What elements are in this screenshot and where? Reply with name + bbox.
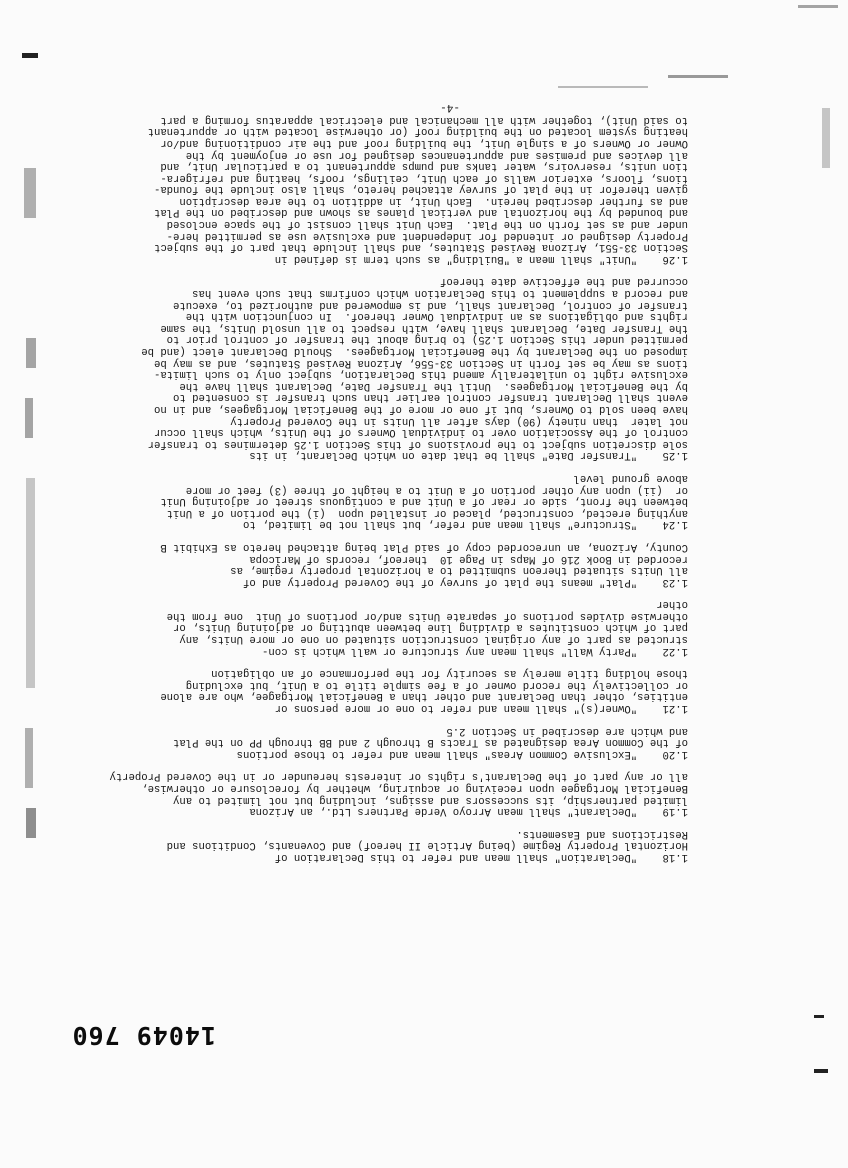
page-number: -4- xyxy=(440,101,460,113)
scan-edge-mark xyxy=(26,478,35,688)
paragraph-1-22: 1.22 "Party Wall" shall mean any structure or wall which is con- structed as part of any original construction situated on one or more Units, any part of which constitutes a dividing line between abutting or adjoining Units, or otherwise divides portions of separate Units and/or portions of Unit one from the other xyxy=(166,598,688,657)
scan-edge-mark xyxy=(25,398,33,438)
paragraph-1-23: 1.23 "Plat" means the plat of survey of the Covered Property and of all Units situated thereon submitted to a horizontal property regime, as recorded in Book 216 of Maps in Page 10 thereof, records of Maricopa County, Arizona, an unrecorded copy of said Plat being attached hereto as Exhibit B xyxy=(160,540,688,588)
paragraph-1-25: 1.25 "Transfer Date" shall be that date on which Declarant, in its sole discretion subject to the provisions of this Section 1.25 determines to transfer control of the Association over to individual Owners of the Units, which shall occur not later than ninety (90) days after all Units in the Covered Property have been sold to Owners, but if one or more of the Beneficial Mortgagees, and in no event shall Declarant transfer control earlier than such transfer is consented to by the Beneficial Mortgagees. Until the Transfer Date, Declarant shall have the exclusive right to unilaterally amend this Declaration, subject only to such limita- tions as may be set forth in Section 33-556, Arizona Revised Statutes, and as may be imposed on the Declarant by the Beneficial Mortgagees. Should Declarant elect (and be permitted under this Section 1.25) to bring about the transfer of control prior to the Transfer Date, Declarant shall have, with respect to all unsold Units, the same rights and obligations as an individual Owner thereof. In conjunction with the transfer of control, Declarant shall, and is empowered and authorized to, execute and record a supplement to this Declaration which confirms that such event has occurred and the effective date thereof xyxy=(141,275,688,462)
docket-number: 14049 760 xyxy=(71,1021,216,1050)
scan-edge-mark xyxy=(558,86,648,88)
scan-edge-mark xyxy=(798,5,838,8)
scan-edge-mark xyxy=(25,728,33,788)
paragraph-1-26: 1.26 "Unit" shall mean a "Building" as such term is defined in Section 33-551, Arizona Revised Statutes, and shall include that part of the subject Property designed or intended for independent and exclusive use as permitted here- under and as set forth on the Plat. Each Unit shall consist of the space enclosed and bounded by the horizontal and vertical planes as shown and described on the Plat and as further described herein. Each Unit, in addition to the area description given therefor in the plat of survey attached hereto, shall also include the founda- tions, floors, exterior walls of each Unit, ceilings, roofs, heating and refrigera- tion units, reservoirs, water tanks and pumps appurtenant to a particular Unit, and all devices and premises and appurtenances designed for use or enjoyment by the Owner or Owners of a single Unit, the building roof and the air conditioning and/or heating system located on the building roof (or otherwise located with or appurtenant to said Unit), together with all mechanical and electrical apparatus forming a part xyxy=(147,113,688,265)
paragraph-1-20: 1.20 "Exclusive Common Areas" shall mean and refer to those portions of the Common Area designated as Tracts B through 2 and BB through PP on the Plat and which are described in Section 2.5 xyxy=(173,724,688,760)
scan-edge-mark xyxy=(822,108,830,168)
scan-edge-mark xyxy=(22,53,38,58)
paragraph-1-21: 1.21 "Owner(s)" shall mean and refer to one or more persons or entities, other than Declarant and other than a Beneficial Mortgagee, who are alone or collectively the record owner of a fee simple title to a Unit, but excluding those holding title merely as security for the performance of an obligation xyxy=(160,667,688,715)
document-body xyxy=(109,113,688,863)
paragraph-1-24: 1.24 "Structure" shall mean and refer, but shall not be limited, to anything erected, constructed, placed or installed upon (i) the portion of a Unit between the front, side or rear of a Unit and a contiguous street or adjoining Unit or (ii) upon any other portion of a Unit to a height of three (3) feet or more above ground level xyxy=(160,471,688,531)
scan-edge-mark xyxy=(668,75,728,78)
scan-edge-mark xyxy=(814,1015,824,1018)
scan-edge-mark xyxy=(814,1069,828,1073)
scan-edge-mark xyxy=(26,338,36,368)
scan-edge-mark xyxy=(24,168,36,218)
scan-edge-mark xyxy=(26,808,36,838)
paragraph-1-19: 1.19 "Declarant" shall mean Arroyo Verde Partners Ltd., an Arizona limited partnership, its successors and assigns, including but not limited to any Beneficial Mortgagee upon receiving or acquiring, whether by foreclosure or otherwise, all or any part of the Declarant's rights or interests hereunder or in the Covered Property xyxy=(109,770,688,818)
paragraph-1-18: 1.18 "Declaration" shall mean and refer to this Declaration of Horizontal Property Regime (being Article II hereof) and Covenants, Conditions and Restrictions and Easements. xyxy=(166,827,688,863)
